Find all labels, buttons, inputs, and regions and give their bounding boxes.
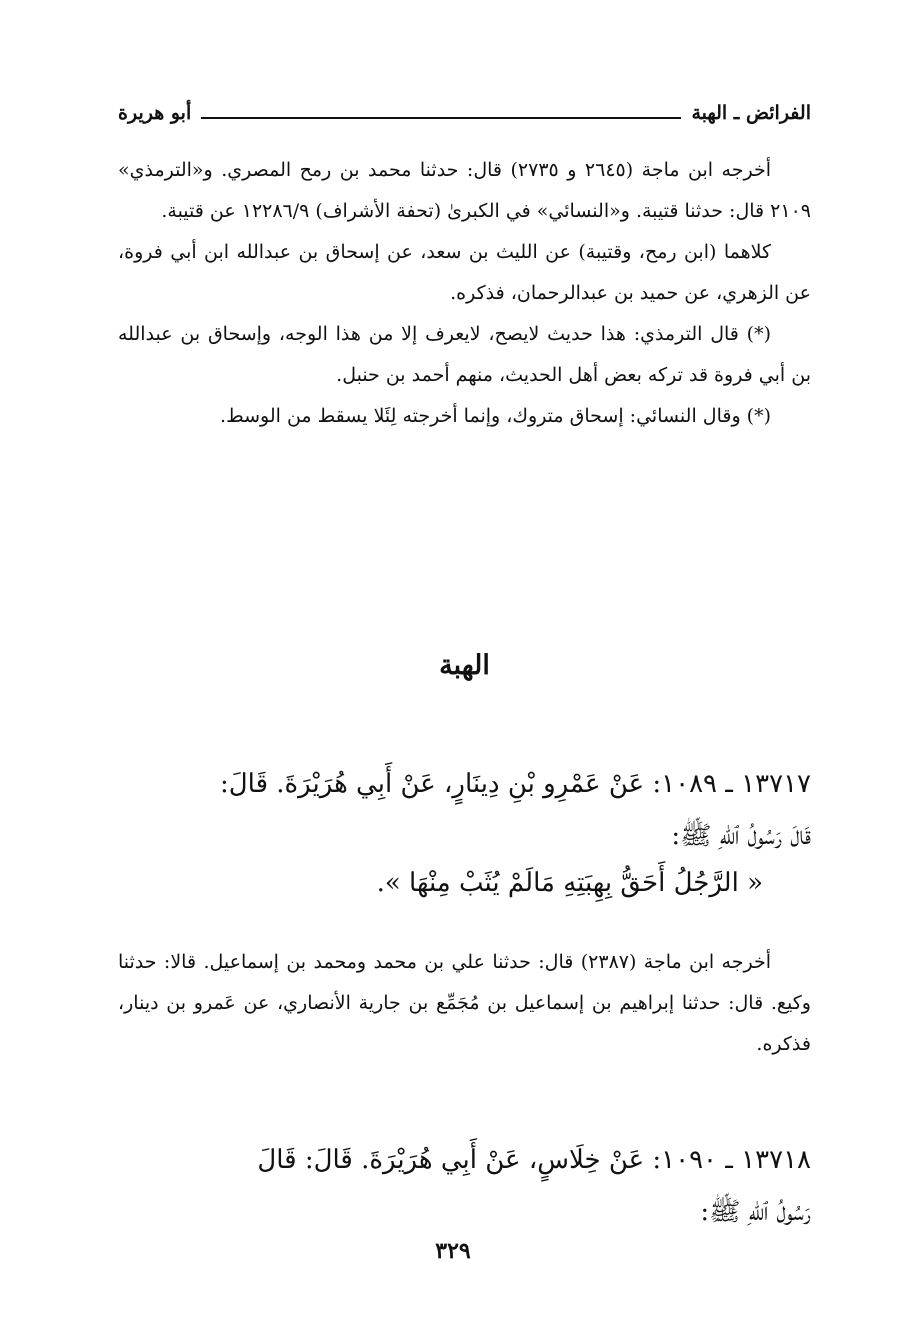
- hadith-13718: [118, 1134, 811, 1238]
- header-chapter: الفرائض ـ الهبة: [691, 102, 811, 124]
- nasai-comment: (*) وقال النسائي: إسحاق متروك، وإنما أخرجته لِئَلا يسقط من الوسط.: [220, 405, 771, 427]
- tirmidhi-comment: (*) قال الترمذي: هذا حديث لايصح، لايعرف إلا من هذا الوجه، وإسحاق بن عبدالله بن أبي فروة قد تركه بعض أهل الحديث، منهم أحمد بن حنبل.: [118, 323, 811, 386]
- page-number: ٣٢٩: [435, 1238, 471, 1264]
- footnotes-top: [118, 150, 811, 437]
- hadith-13717-takhrij: [118, 942, 811, 1065]
- hadith-13717-isnad: ١٣٧١٧ ـ ١٠٨٩: عَنْ عَمْرِو بْنِ دِينَارٍ، عَنْ أَبِي هُرَيْرَةَ. قَالَ:: [220, 769, 811, 799]
- hadith-13717: [118, 758, 811, 862]
- header-narrator: أبو هريرة: [118, 102, 192, 124]
- hadith-13717-intro: قَالَ رَسُولُ ٱللهِ ﷺ:: [671, 821, 811, 851]
- takhrij-paragraph: أخرجه ابن ماجة (٢٦٤٥ و ٢٧٣٥) قال: حدثنا محمد بن رمح المصري. و«الترمذي» ٢١٠٩ قال: حدثنا قتيبة. و«النسائي» في الكبرىٰ (تحفة الأشراف) ١٢٢٨٦/٩ عن قتيبة.: [118, 159, 811, 222]
- chain-paragraph: كلاهما (ابن رمح، وقتيبة) عن الليث بن سعد، عن إسحاق بن عبدالله ابن أبي فروة، عن الزهري، عن حميد بن عبدالرحمان، فذكره.: [118, 241, 811, 304]
- hadith-13717-note: أخرجه ابن ماجة (٢٣٨٧) قال: حدثنا علي بن محمد ومحمد بن إسماعيل. قالا: حدثنا وكيع. قال: حدثنا إبراهيم بن إسماعيل بن مُجَمِّع بن جارية الأنصاري، عن عَمرو بن دينار، فذكره.: [118, 951, 811, 1055]
- hadith-13718-isnad: ١٣٧١٨ ـ ١٠٩٠: عَنْ خِلَاسٍ، عَنْ أَبِي هُرَيْرَةَ. قَالَ: قَالَ: [257, 1145, 811, 1175]
- header-rule: [201, 117, 681, 119]
- running-header: [118, 96, 811, 130]
- hadith-13718-intro: رَسُولُ ٱللهِ ﷺ:: [700, 1197, 811, 1227]
- section-title: الهبة: [439, 650, 490, 681]
- hadith-13717-matn: « الرَّجُلُ أَحَقُّ بِهِبَتِهِ مَالَمْ يُثَبْ مِنْهَا ».: [376, 868, 763, 898]
